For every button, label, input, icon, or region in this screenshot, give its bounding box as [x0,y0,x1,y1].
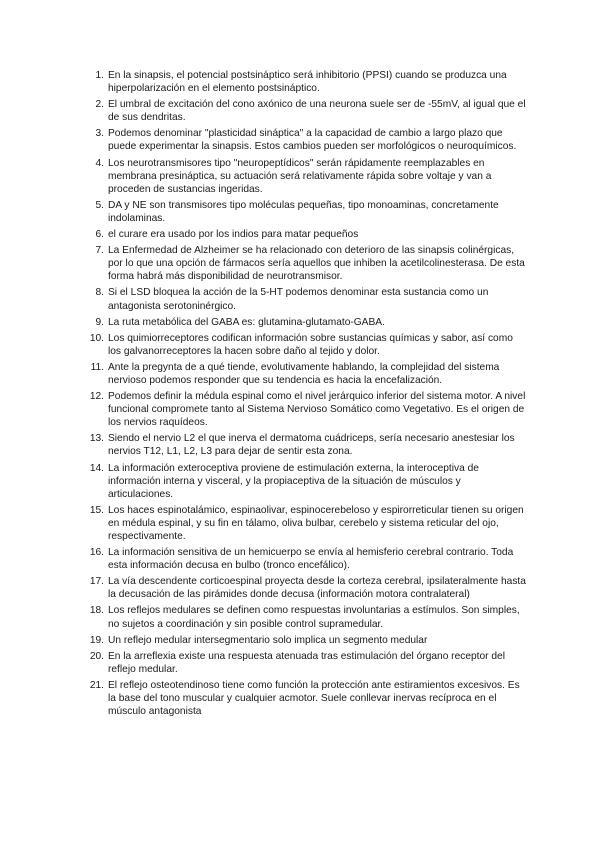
list-item [90,361,528,387]
list-item [95,127,528,153]
item-number: 11. [90,361,104,373]
list-item [95,69,528,95]
list-item [89,432,528,458]
item-text: En la sinapsis, el potencial postsináptico será inhibitorio (PPSI) cuando se produzca una hiperpolarización en el elemento postsináptico. [108,70,507,95]
item-text: Podemos denominar "plasticidad sináptica" a la capacidad de cambio a largo plazo que puede experimentar la sinapsis. Estos cambios pueden ser morfológicos o neuroquímicos. [108,128,517,153]
item-text: Un reflejo medular intersegmentario solo implica un segmento medular [108,634,428,646]
item-text: Podemos definir la médula espinal como el nivel jerárquico inferior del sistema motor. A nivel funcional compromete tanto al Sistema Nervioso Somático como Vegetativo. Es el origen de los nervios raquídeos. [108,391,526,429]
item-text: La vía descendente corticoespinal proyecta desde la corteza cerebral, ipsilateralmente hasta la decusación de las pirámides donde decusa (información motora contralateral) [108,576,526,601]
item-number: 21. [89,679,104,691]
item-number: 16. [89,547,104,559]
item-number: 13. [89,433,104,445]
list-item [95,228,528,241]
item-text: La información sensitiva de un hemicuerpo se envía al hemisferio cerebral contrario. Toda esta información decusa en bulbo (tronco encefálico). [108,547,514,572]
numbered-list [89,69,528,721]
item-text: Los reflejos medulares se definen como respuestas involuntarias a estímulos. Son simples, no sujetos a coordinación y sin posible control supramedular. [108,605,520,630]
list-item [89,504,528,543]
list-item [95,157,528,196]
list-item [89,462,528,501]
item-number: 5. [95,199,104,211]
item-number: 6. [95,229,104,241]
list-item [89,634,528,647]
item-number: 9. [95,316,104,328]
item-number: 19. [89,634,104,646]
item-text: La ruta metabólica del GABA es: glutamina-glutamato-GABA. [108,316,385,328]
list-item [89,679,528,718]
list-item [89,650,528,676]
item-number: 18. [89,605,104,617]
list-item [95,316,528,329]
item-text: El reflejo osteotendinoso tiene como función la protección ante estiramientos excesivos. Es la base del tono muscular y cualquier acmotor. Suele conllevar inervas recíproca en el músculo antagonista [108,679,520,718]
list-item [89,332,528,358]
list-item [89,546,528,572]
item-text: el curare era usado por los indios para matar pequeños [108,229,359,241]
item-number: 7. [95,245,104,257]
item-number: 10. [89,332,104,344]
list-item [95,199,528,225]
item-number: 12. [89,391,104,403]
list-item [89,604,528,630]
item-number: 14. [89,462,104,474]
list-item [95,286,528,312]
item-number: 8. [95,287,104,299]
item-number: 1. [95,70,104,81]
item-text: El umbral de excitación del cono axónico de una neurona suele ser de -55mV, al igual que el de sus dendritas. [108,99,526,124]
item-text: Siendo el nervio L2 el que inerva el dermatoma cuádriceps, sería necesario anestesiar los nervios T12, L1, L2, L3 para dejar de sentir esta zona. [108,433,515,458]
item-text: DA y NE son transmisores tipo moléculas pequeñas, tipo monoaminas, concretamente indolaminas. [108,199,499,224]
item-text: La Enfermedad de Alzheimer se ha relacionado con deterioro de las sinapsis colinérgicas, por lo que una opción de fármacos sería aquellos que inhiben la acetilcolinesterasa. De esta forma habrá más disponibilidad de neurotransmisor. [108,245,525,283]
item-number: 17. [89,576,104,588]
item-number: 4. [95,157,104,169]
item-number: 3. [95,128,104,140]
item-text: Los neurotransmisores tipo "neuropeptídicos" serán rápidamente reemplazables en membrana presináptica, su actuación será relativamente rápida sobre voltaje y van a proceden de sustancias ingeridas. [108,157,492,195]
item-text: Ante la pregynta de a qué tiende, evolutivamente hablando, la complejidad del sistema nervioso podemos responder que su tendencia es hacia la encefalización. [108,361,500,386]
item-text: La información exteroceptiva proviene de estimulación externa, la interoceptiva de información interna y visceral, y la propiaceptiva de la situación de músculos y articulaciones. [108,462,479,500]
list-item [89,575,528,601]
item-text: En la arreflexia existe una respuesta atenuada tras estimulación del órgano receptor del reflejo medular. [108,650,505,675]
list-item [89,390,528,429]
list-item [95,98,528,124]
item-text: Los quimiorreceptores codifican información sobre sustancias químicas y sabor, así como los galvanorreceptores la hacen sobre daño al tejido y dolor. [108,332,513,357]
list-item [95,244,528,283]
item-text: Los haces espinotalámico, espinaolivar, espinocerebeloso y espirorreticular tienen su origen en médula espinal, y su fin en tálamo, oliva bulbar, cerebelo y sistema reticular del ojo, respectivamente. [108,504,524,542]
item-text: Si el LSD bloquea la acción de la 5-HT podemos denominar esta sustancia como un antagonista serotoninérgico. [108,287,489,312]
item-number: 2. [95,99,104,111]
item-number: 20. [89,650,104,662]
item-number: 15. [89,504,104,516]
